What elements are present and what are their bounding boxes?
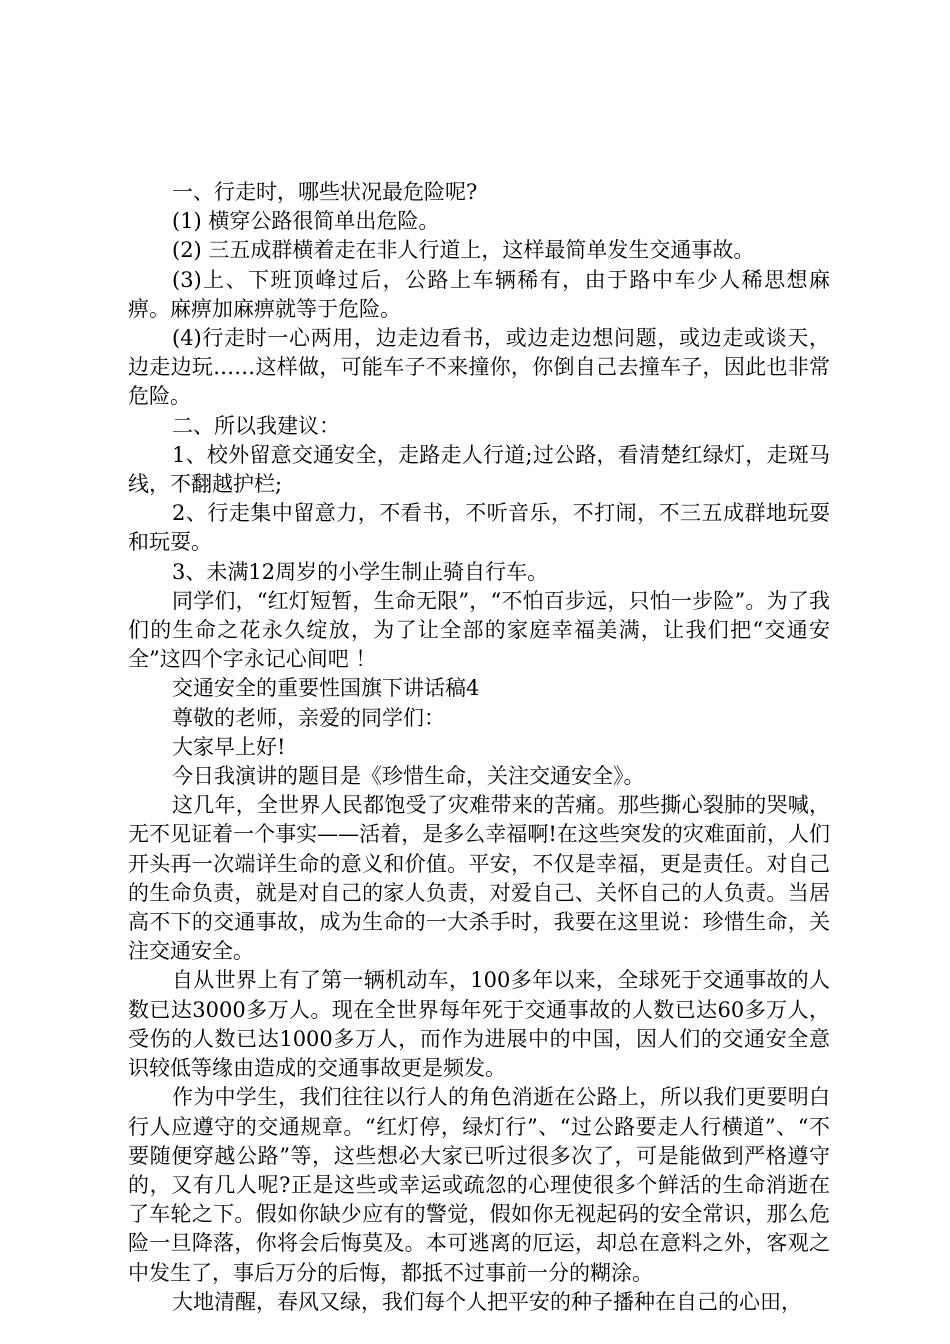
paragraph: 自从世界上有了第一辆机动车，100多年以来，全球死于交通事故的人数已达3000多万人。现在全世界每年死于交通事故的人数已达60多万人，受伤的人数已达1000多万人，而作为进展中的中国，因人们的交通安全意识较低等缘由造成的交通事故更是频发。 xyxy=(128,968,830,1081)
paragraph: 今日我演讲的题目是《珍惜生命，关注交通安全》。 xyxy=(172,764,645,789)
paragraph: (4)行走时一心两用，边走边看书，或边走边想问题，或边走或谈天，边走边玩……这样做，可能车子不来撞你，你倒自己去撞车子，因此也非常危险。 xyxy=(128,326,830,409)
paragraph: 这几年，全世界人民都饱受了灾难带来的苦痛。那些撕心裂肺的哭喊，无不见证着一个事实——活着，是多么幸福啊!在这些突发的灾难面前，人们开头再一次端详生命的意义和价值。平安，不仅是幸福，更是责任。对自己的生命负责，就是对自己的家人负责，对爱自己、关怀自己的人负责。当居高不下的交通事故，成为生命的一大杀手时，我要在这里说：珍惜生命，关注交通安全。 xyxy=(128,793,830,964)
paragraph: (1) 横穿公路很简单出危险。 xyxy=(172,209,440,234)
paragraph: (3)上、下班顶峰过后，公路上车辆稀有，由于路中车少人稀思想麻痹。麻痹加麻痹就等于危险。 xyxy=(128,267,830,321)
paragraph: 二、所以我建议： xyxy=(172,413,340,438)
paragraph: 大地清醒，春风又绿，我们每个人把平安的种子播种在自己的心田， xyxy=(172,1289,802,1314)
paragraph: 作为中学生，我们往往以行人的角色消逝在公路上，所以我们更要明白行人应遵守的交通规章。“红灯停，绿灯行”、“过公路要走人行横道”、“不要随便穿越公路”等，这些想必大家已听过很多次了，可是能做到严格遵守的，又有几人呢?正是这些或幸运或疏忽的心理使很多个鲜活的生命消逝在了车轮之下。假如你缺少应有的警觉，假如你无视起码的安全常识，那么危险一旦降落，你将会后悔莫及。本可逃离的厄运，却总在意料之外，客观之中发生了，事后万分的后悔，都抵不过事前一分的糊涂。 xyxy=(128,1085,830,1285)
paragraph: 一、行走时，哪些状况最危险呢? xyxy=(172,180,478,204)
greeting: 大家早上好! xyxy=(172,734,286,759)
paragraph: (2) 三五成群横着走在非人行道上，这样最简单发生交通事故。 xyxy=(172,238,755,263)
paragraph: 3、未满12周岁的小学生制止骑自行车。 xyxy=(172,559,549,584)
section-title: 交通安全的重要性国旗下讲话稿4 xyxy=(172,676,480,701)
paragraph: 同学们，“红灯短暂，生命无限”，“不怕百步远，只怕一步险”。为了我们的生命之花永久绽放，为了让全部的家庭幸福美满，让我们把“交通安全”这四个字永记心间吧 ！ xyxy=(128,588,830,672)
paragraph: 1、校外留意交通安全，走路走人行道;过公路，看清楚红绿灯，走斑马线，不翻越护栏; xyxy=(128,442,830,497)
document-body xyxy=(128,178,830,1317)
salutation: 尊敬的老师，亲爱的同学们： xyxy=(172,705,445,730)
paragraph: 2、行走集中留意力，不看书，不听音乐，不打闹，不三五成群地玩耍和玩耍。 xyxy=(128,501,830,555)
